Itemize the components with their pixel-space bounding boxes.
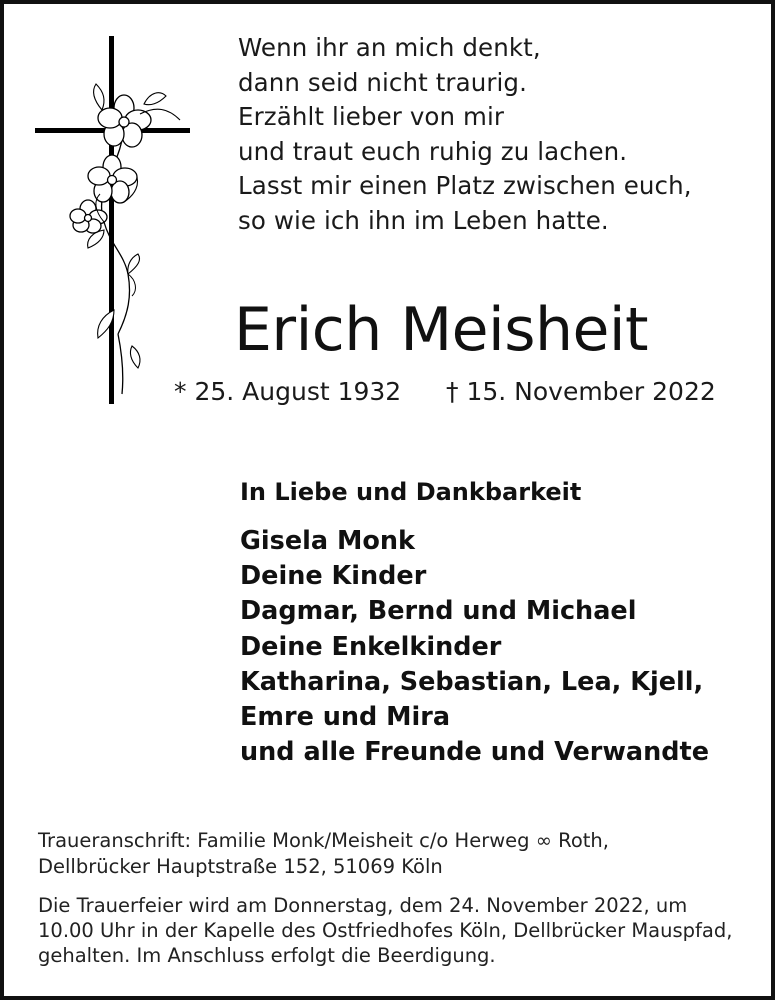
poem-line: Wenn ihr an mich denkt, <box>238 33 541 62</box>
poem <box>238 31 758 239</box>
poem-line: dann seid nicht traurig. <box>238 67 527 97</box>
mourner-line: Dagmar, Bernd und Michael <box>240 596 637 627</box>
service-line: 10.00 Uhr in der Kapelle des Ostfriedhofes Köln, Dellbrücker Mauspfad, <box>38 918 733 942</box>
funeral-service-info <box>38 894 748 968</box>
birth-date: * 25. August 1932 <box>174 377 402 406</box>
dedication: In Liebe und Dankbarkeit <box>240 478 582 506</box>
address-line: Dellbrücker Hauptstraße 152, 51069 Köln <box>38 854 443 878</box>
poem-line: so wie ich ihn im Leben hatte. <box>238 205 609 235</box>
mourner-line: Deine Kinder <box>240 561 427 592</box>
cross-with-flowers-icon <box>32 34 202 419</box>
service-line: gehalten. Im Anschluss erfolgt die Beerdigung. <box>38 943 496 967</box>
mourner-line: Gisela Monk <box>240 526 415 556</box>
service-line: Die Trauerfeier wird am Donnerstag, dem 24. November 2022, um <box>38 894 688 917</box>
address-line: Traueranschrift: Familie Monk/Meisheit c/o Herweg ∞ Roth, <box>38 829 609 852</box>
mourner-line: Deine Enkelkinder <box>240 631 502 662</box>
deceased-name: Erich Meisheit <box>234 295 649 365</box>
poem-line: Erzählt lieber von mir <box>238 102 505 132</box>
mourner-line: und alle Freunde und Verwandte <box>240 737 709 768</box>
death-date: † 15. November 2022 <box>446 377 716 406</box>
mourner-line: Emre und Mira <box>240 702 451 733</box>
poem-line: Lasst mir einen Platz zwischen euch, <box>238 171 692 201</box>
life-dates <box>4 372 775 412</box>
mourning-address <box>38 828 758 879</box>
mourner-line: Katharina, Sebastian, Lea, Kjell, <box>240 666 704 697</box>
mourners-list <box>240 524 709 770</box>
poem-line: und traut euch ruhig zu lachen. <box>238 136 628 166</box>
